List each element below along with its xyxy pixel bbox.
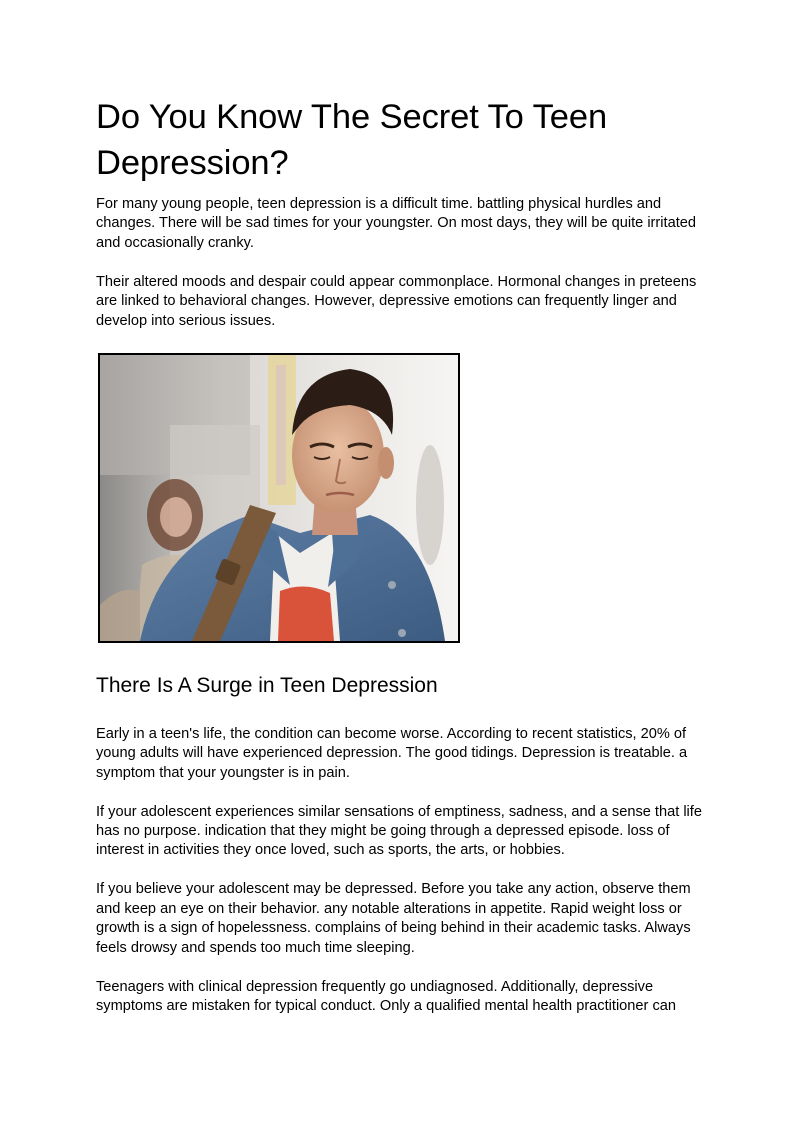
teen-photo-illustration bbox=[100, 355, 458, 641]
section-paragraph-3: If you believe your adolescent may be depressed. Before you take any action, observe them and keep an eye on their behavior. any notable alterations in appetite. Rapid weight loss or growth is a sign of hopelessness. complains of being behind in their academic tasks. Always feels drowsy and spends too much time sleeping. bbox=[96, 881, 691, 956]
teen-photo bbox=[98, 353, 460, 643]
section-paragraph-1: Early in a teen's life, the condition can become worse. According to recent statistics, 20% of young adults will have experienced depression. The good tidings. Depression is treatable. a symptom that your youngster is in pain. bbox=[96, 725, 688, 781]
page-title: Do You Know The Secret To Teen Depression? bbox=[96, 98, 608, 182]
section-paragraph-4: Teenagers with clinical depression frequently go undiagnosed. Additionally, depressive symptoms are mistaken for typical conduct. Only a qualified mental health practitioner can bbox=[96, 978, 676, 1014]
section-heading: There Is A Surge in Teen Depression bbox=[96, 673, 438, 697]
intro-paragraph-2: Their altered moods and despair could appear commonplace. Hormonal changes in preteens are linked to behavioral changes. However, depressive emotions can frequently linger and develop into serious issues. bbox=[96, 273, 697, 329]
document-page bbox=[96, 94, 706, 1016]
intro-paragraph-1: For many young people, teen depression is a difficult time. battling physical hurdles and changes. There will be sad times for your youngster. On most days, they will be quite irritated and occasionally cranky. bbox=[96, 196, 696, 251]
section-paragraph-2: If your adolescent experiences similar sensations of emptiness, sadness, and a sense that life has no purpose. indication that they might be going through a depressed episode. loss of interest in activities they once loved, such as sports, the arts, or hobbies. bbox=[96, 803, 702, 859]
